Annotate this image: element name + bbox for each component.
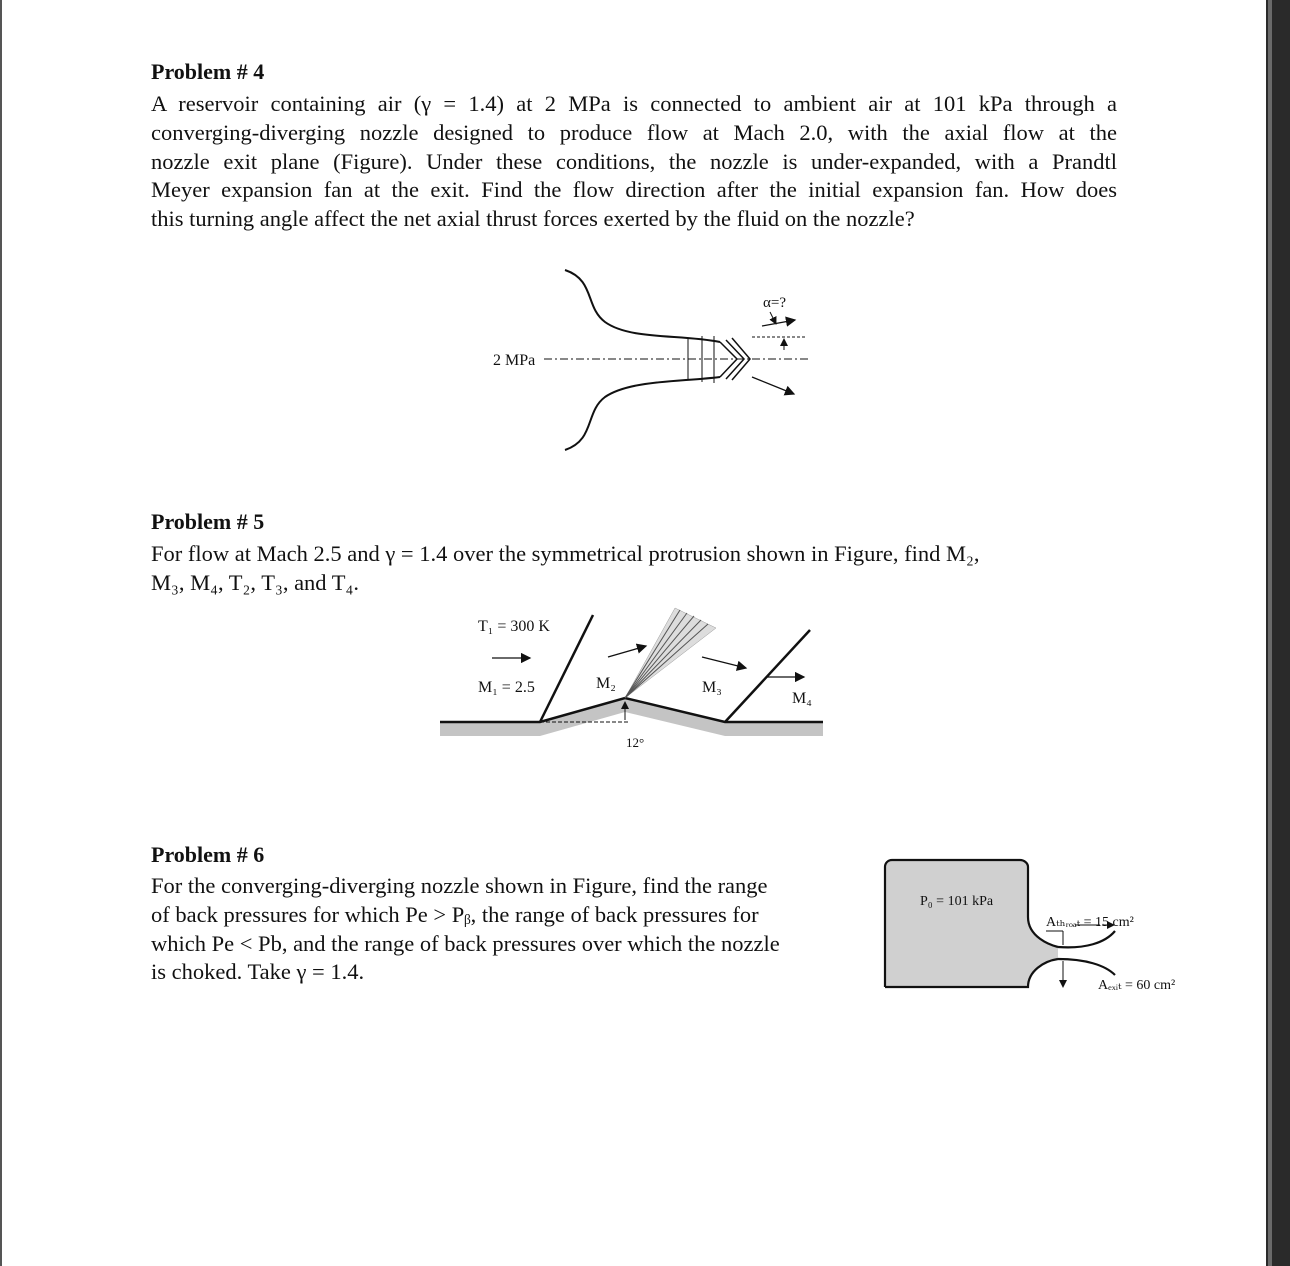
problem-5-line: For flow at Mach 2.5 and γ = 1.4 over the symmetrical protrusion shown in Figure, find M₂, [151,541,980,566]
problem-6-heading: Problem # 6 [151,842,265,867]
exit-label: Aₑₓᵢₜ = 60 cm² [1098,978,1176,993]
m3-label: M₃ [702,679,722,696]
reservoir-fill [885,860,1058,987]
throat-label: Aₜₕᵣₒₐₜ = 15 cm² [1046,915,1134,930]
nozzle-lower-diverging [1058,959,1115,975]
problem-6-line: of back pressures for which Pe > Pᵦ, the range of back pressures for [151,901,759,927]
nozzle-exit-figure [480,262,820,457]
flow-direction-arrow [762,320,795,326]
m1-label: M₁ = 2.5 [478,679,535,696]
angle-label: 12° [626,735,645,750]
t1-label: T₁ = 300 K [478,618,550,635]
surface-shading [440,698,823,736]
problem-6-line: which Pe < Pb, and the range of back pressures over which the nozzle [151,930,780,956]
problem-4-heading: Problem # 4 [151,59,265,84]
problem-5-line: M₃, M₄, T₂, T₃, and T₄. [151,569,359,595]
reservoir-nozzle-figure [880,855,1200,1005]
problem-4-line: this turning angle affect the net axial thrust forces exerted by the fluid on the nozzle? [151,206,915,232]
pressure-label: 2 MPa [493,352,536,369]
problem-5-text [151,540,1101,598]
nozzle-lower-wall [565,377,720,450]
angle-label: α=? [763,295,786,311]
problem-4-line: converging-diverging nozzle designed to produce flow at Mach 2.0, with the axial flow at the [151,119,1117,145]
page-left-edge [0,0,2,1266]
problem-4-line: nozzle exit plane (Figure). Under these conditions, the nozzle is under-expanded, with a Prandtl [151,148,1117,174]
problem-4-text [151,90,1117,234]
problem-6-line: is choked. Take γ = 1.4. [151,959,365,985]
problem-6-line: For the converging-diverging nozzle shown in Figure, find the range [151,873,768,898]
problem-6-text [151,872,851,987]
m2-label: M₂ [596,675,616,692]
nozzle-upper-diverging [1058,931,1115,947]
protrusion-figure [440,600,830,755]
p0-label: P₀ = 101 kPa [920,894,994,909]
problem-4-line: Meyer expansion fan at the exit. Find the flow direction after the initial expansion fan. How does [151,177,1117,203]
m4-label: M₄ [792,690,812,707]
problem-5-heading: Problem # 5 [151,509,265,534]
nozzle-upper-wall [565,270,720,342]
scrollbar-thumb[interactable] [1268,0,1272,1266]
problem-4-line: A reservoir containing air (γ = 1.4) at 2 MPa is connected to ambient air at 101 kPa through a [151,91,1117,116]
oblique-shock-2 [725,630,810,722]
